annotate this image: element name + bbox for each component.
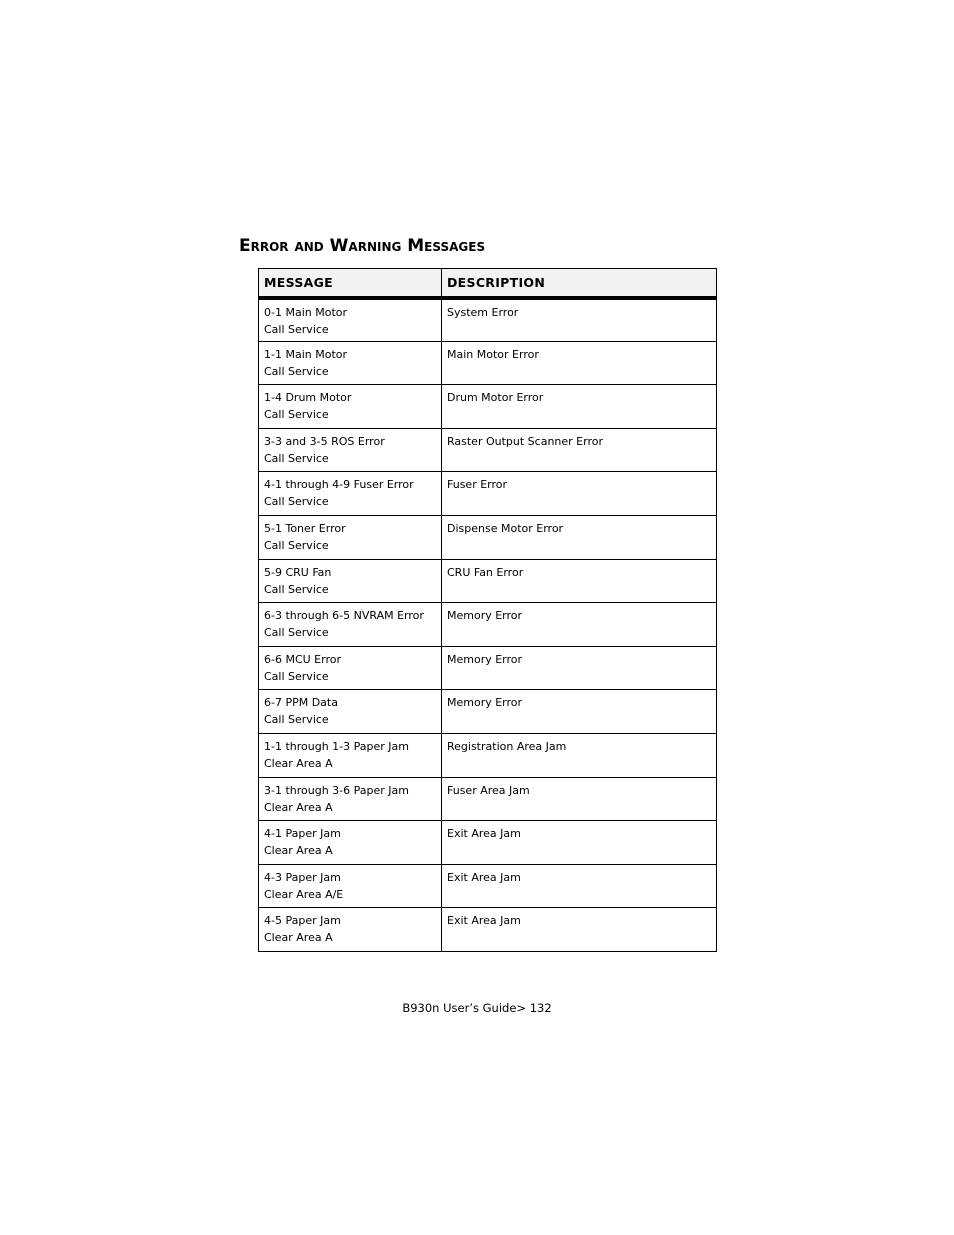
message-cell — [259, 385, 442, 429]
table-row — [259, 472, 717, 516]
description-cell: Registration Area Jam — [442, 733, 717, 777]
message-action: Call Service — [264, 669, 329, 683]
message-cell — [259, 341, 442, 385]
message-cell — [259, 472, 442, 516]
message-cell — [259, 908, 442, 952]
message-action: Clear Area A — [264, 756, 333, 770]
message-cell — [259, 515, 442, 559]
table-row — [259, 428, 717, 472]
table-row — [259, 298, 717, 342]
message-action: Call Service — [264, 713, 329, 727]
message-code: 5-1 Toner Error — [264, 521, 346, 535]
message-cell — [259, 690, 442, 734]
message-action: Call Service — [264, 408, 329, 422]
description-cell: Exit Area Jam — [442, 908, 717, 952]
table-row — [259, 603, 717, 647]
message-cell — [259, 603, 442, 647]
description-cell: Memory Error — [442, 690, 717, 734]
message-cell — [259, 733, 442, 777]
description-cell: System Error — [442, 298, 717, 342]
section-title: Error and Warning Messages — [239, 236, 486, 256]
message-code: 6-6 MCU Error — [264, 652, 341, 666]
table-row — [259, 733, 717, 777]
message-code: 4-5 Paper Jam — [264, 914, 341, 928]
message-code: 4-1 Paper Jam — [264, 827, 341, 841]
description-cell: Fuser Area Jam — [442, 777, 717, 821]
table-row — [259, 690, 717, 734]
message-cell — [259, 428, 442, 472]
message-code: 0-1 Main Motor — [264, 305, 348, 319]
message-code: 5-9 CRU Fan — [264, 565, 332, 579]
description-cell: Memory Error — [442, 603, 717, 647]
table-row — [259, 515, 717, 559]
description-cell: Main Motor Error — [442, 341, 717, 385]
page-footer: B930n User’s Guide> 132 — [402, 1001, 552, 1015]
message-code: 1-1 through 1-3 Paper Jam — [264, 739, 409, 753]
table-row — [259, 646, 717, 690]
header-description: DESCRIPTION — [442, 269, 717, 298]
message-action: Call Service — [264, 538, 329, 552]
message-action: Call Service — [264, 364, 329, 378]
description-cell: Raster Output Scanner Error — [442, 428, 717, 472]
description-cell: Exit Area Jam — [442, 821, 717, 865]
table-row — [259, 341, 717, 385]
message-code: 6-7 PPM Data — [264, 696, 338, 710]
message-code: 4-1 through 4-9 Fuser Error — [264, 478, 414, 492]
description-cell: Dispense Motor Error — [442, 515, 717, 559]
description-cell: Drum Motor Error — [442, 385, 717, 429]
message-code: 4-3 Paper Jam — [264, 870, 341, 884]
message-action: Call Service — [264, 495, 329, 509]
table-row — [259, 864, 717, 908]
message-cell — [259, 559, 442, 603]
message-cell — [259, 864, 442, 908]
message-action: Call Service — [264, 451, 329, 465]
description-cell: Memory Error — [442, 646, 717, 690]
message-code: 6-3 through 6-5 NVRAM Error — [264, 609, 424, 623]
message-code: 3-3 and 3-5 ROS Error — [264, 434, 385, 448]
table-header-row — [259, 269, 717, 298]
message-action: Clear Area A — [264, 800, 333, 814]
message-cell — [259, 298, 442, 342]
table-row — [259, 385, 717, 429]
table-row — [259, 908, 717, 952]
message-code: 1-4 Drum Motor — [264, 391, 352, 405]
message-action: Call Service — [264, 322, 329, 336]
description-cell: Exit Area Jam — [442, 864, 717, 908]
table-row — [259, 821, 717, 865]
message-action: Clear Area A — [264, 931, 333, 945]
message-action: Call Service — [264, 582, 329, 596]
message-code: 3-1 through 3-6 Paper Jam — [264, 783, 409, 797]
description-cell: CRU Fan Error — [442, 559, 717, 603]
message-code: 1-1 Main Motor — [264, 347, 348, 361]
table-row — [259, 777, 717, 821]
header-message: MESSAGE — [259, 269, 442, 298]
error-messages-table — [258, 268, 717, 952]
message-cell — [259, 777, 442, 821]
message-action: Call Service — [264, 626, 329, 640]
message-cell — [259, 821, 442, 865]
description-cell: Fuser Error — [442, 472, 717, 516]
message-cell — [259, 646, 442, 690]
table-row — [259, 559, 717, 603]
message-action: Clear Area A — [264, 844, 333, 858]
message-action: Clear Area A/E — [264, 887, 344, 901]
